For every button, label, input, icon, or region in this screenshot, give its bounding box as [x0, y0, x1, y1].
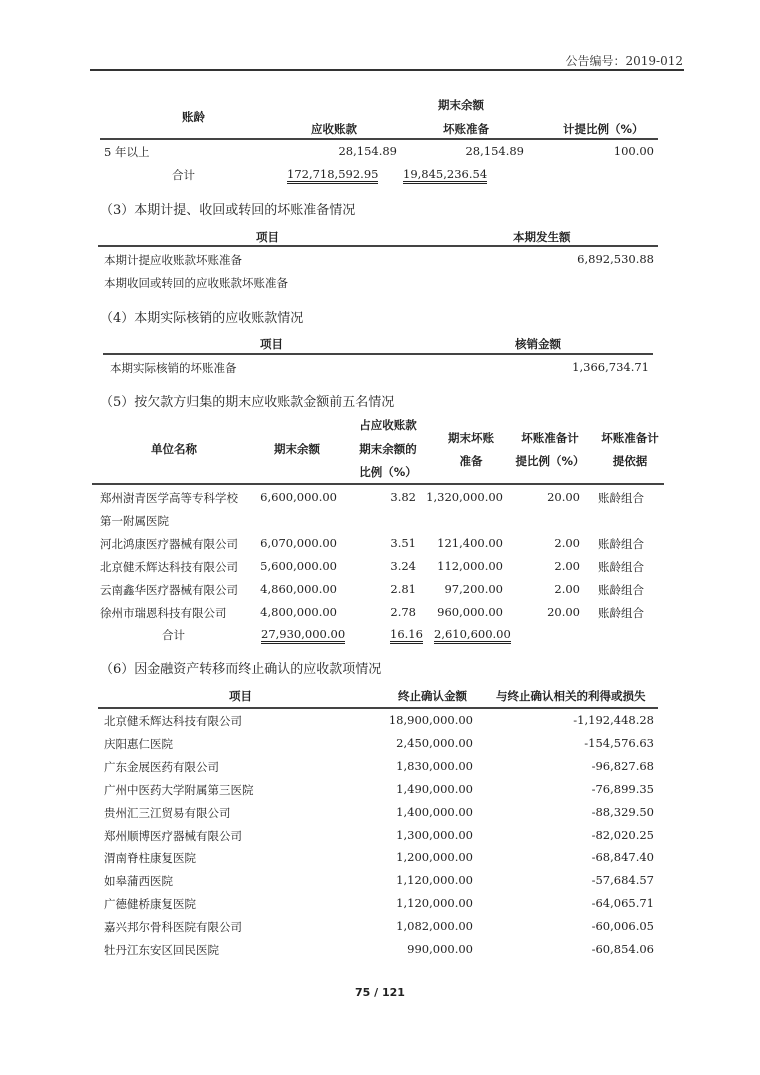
row-entity-name: 河北鸿康医疗器械有限公司 — [100, 537, 238, 551]
row-amount: 1,300,000.00 — [396, 827, 473, 842]
col-provision-line2: 准备 — [459, 454, 483, 468]
row-pct: 2.81 — [390, 582, 416, 596]
row-provision: 1,320,000.00 — [426, 490, 503, 504]
row-gain-loss: -64,065.71 — [591, 896, 654, 911]
col-basis-line1: 坏账准备计 — [601, 431, 659, 445]
row-gain-loss: -154,576.63 — [584, 735, 654, 750]
section-6-title: （6）因金融资产转移而终止确认的应收款项情况 — [100, 662, 382, 677]
row-balance: 4,800,000.00 — [260, 605, 337, 619]
row-provision: 97,200.00 — [444, 582, 503, 596]
row-aging: 5 年以上 — [104, 145, 150, 159]
row-provision: 112,000.00 — [437, 559, 503, 573]
row-balance: 5,600,000.00 — [260, 559, 337, 573]
row-item: 广德健桥康复医院 — [104, 897, 196, 912]
section-3-title: （3）本期计提、收回或转回的坏账准备情况 — [100, 203, 356, 218]
row-pct: 3.24 — [390, 559, 416, 573]
total-balance: 27,930,000.00 — [261, 627, 345, 644]
row-amount: 1,200,000.00 — [396, 850, 473, 865]
col-writeoff-amount: 核销金额 — [515, 337, 561, 351]
row-pct: 2.78 — [390, 605, 416, 619]
row-item: 广东金展医药有限公司 — [104, 759, 219, 774]
total-pct: 16.16 — [390, 627, 423, 644]
col-item: 项目 — [229, 689, 252, 703]
col-entity-name: 单位名称 — [151, 442, 197, 456]
col-rate-line2: 提比例（%） — [515, 454, 585, 468]
row-amount: 1,120,000.00 — [396, 896, 473, 911]
page-number: 75 / 121 — [355, 986, 405, 999]
col-aging: 账龄 — [182, 110, 205, 124]
table-rule — [100, 138, 658, 140]
row-pct: 3.51 — [390, 536, 416, 550]
col-item: 项目 — [260, 337, 283, 351]
row-provision: 121,400.00 — [437, 536, 503, 550]
row-gain-loss: -96,827.68 — [591, 758, 654, 773]
col-pct-line3: 比例（%） — [359, 465, 417, 479]
col-provision-line1: 期末坏账 — [448, 431, 494, 445]
col-group-ending-balance: 期末余额 — [438, 98, 484, 112]
row-item: 庆阳惠仁医院 — [104, 736, 173, 751]
col-amount: 本期发生额 — [513, 230, 571, 244]
row-amount: 1,082,000.00 — [396, 919, 473, 934]
row-item: 本期实际核销的坏账准备 — [110, 361, 237, 375]
row-gain-loss: -60,006.05 — [591, 919, 654, 934]
row-amount: 1,120,000.00 — [396, 873, 473, 888]
row-gain-loss: -76,899.35 — [591, 781, 654, 796]
table-rule — [98, 707, 658, 709]
row-item: 广州中医药大学附属第三医院 — [104, 782, 254, 797]
row-basis: 账龄组合 — [598, 606, 644, 620]
row-gain-loss: -1,192,448.28 — [573, 713, 654, 727]
table-rule — [98, 245, 658, 247]
row-basis: 账龄组合 — [598, 491, 644, 505]
col-pct-line1: 占应收账款 — [359, 418, 417, 432]
row-rate: 2.00 — [554, 582, 580, 596]
col-rate-line1: 坏账准备计 — [521, 431, 579, 445]
header-divider — [90, 69, 684, 71]
row-amount: 1,830,000.00 — [396, 758, 473, 773]
row-item: 贵州汇三江贸易有限公司 — [104, 805, 231, 820]
total-label: 合计 — [172, 168, 195, 182]
row-item: 渭南脊柱康复医院 — [104, 851, 196, 866]
table-rule — [103, 353, 653, 355]
row-entity-name: 北京健禾辉达科技有限公司 — [100, 560, 238, 574]
col-derecognized-amount: 终止确认金额 — [398, 689, 467, 703]
row-item: 嘉兴邦尔骨科医院有限公司 — [104, 920, 242, 935]
row-rate: 2.00 — [554, 536, 580, 550]
row-balance: 6,600,000.00 — [260, 490, 337, 504]
row-pct: 3.82 — [390, 490, 416, 504]
row-item: 北京健禾辉达科技有限公司 — [104, 714, 242, 728]
row-gain-loss: -88,329.50 — [591, 804, 654, 819]
row-basis: 账龄组合 — [598, 583, 644, 597]
col-receivable: 应收账款 — [311, 122, 357, 136]
row-item: 本期计提应收账款坏账准备 — [104, 253, 242, 267]
row-entity-name: 郑州澍青医学高等专科学校 — [100, 491, 238, 505]
col-ratio: 计提比例（%） — [563, 122, 644, 136]
row-amount: 1,400,000.00 — [396, 804, 473, 819]
row-amount: 1,366,734.71 — [572, 360, 649, 374]
row-entity-name: 徐州市瑞恩科技有限公司 — [100, 606, 227, 620]
section-5-title: （5）按欠款方归集的期末应收账款金额前五名情况 — [100, 395, 395, 410]
col-item: 项目 — [256, 230, 279, 244]
row-provision: 960,000.00 — [437, 605, 503, 619]
row-basis: 账龄组合 — [598, 560, 644, 574]
row-basis: 账龄组合 — [598, 537, 644, 551]
col-pct-line2: 期末余额的 — [359, 442, 417, 456]
row-amount: 18,900,000.00 — [388, 713, 473, 727]
row-gain-loss: -68,847.40 — [591, 850, 654, 865]
row-item: 如皋蒲西医院 — [104, 874, 173, 889]
document-number: 公告编号：2019-012 — [565, 54, 683, 68]
table-rule — [92, 483, 664, 485]
row-gain-loss: -82,020.25 — [591, 827, 654, 842]
row-item: 郑州顺博医疗器械有限公司 — [104, 828, 242, 843]
col-ending-balance: 期末余额 — [274, 442, 320, 456]
row-balance: 4,860,000.00 — [260, 582, 337, 596]
total-provision: 2,610,600.00 — [434, 627, 511, 644]
row-amount: 1,490,000.00 — [396, 781, 473, 796]
row-receivable: 28,154.89 — [338, 144, 397, 158]
row-rate: 2.00 — [554, 559, 580, 573]
row-rate: 20.00 — [547, 490, 580, 504]
row-entity-name: 云南鑫华医疗器械有限公司 — [100, 583, 238, 597]
total-receivable: 172,718,592.95 — [287, 167, 378, 184]
row-amount: 2,450,000.00 — [396, 735, 473, 750]
row-item: 本期收回或转回的应收账款坏账准备 — [104, 276, 288, 290]
row-provision: 28,154.89 — [465, 144, 524, 158]
row-balance: 6,070,000.00 — [260, 536, 337, 550]
row-amount: 6,892,530.88 — [577, 252, 654, 266]
row-item: 牡丹江东安区回民医院 — [104, 943, 219, 957]
row-amount: 990,000.00 — [407, 942, 473, 956]
row-rate: 20.00 — [547, 605, 580, 619]
row-entity-name-cont: 第一附属医院 — [100, 514, 169, 528]
row-ratio: 100.00 — [613, 144, 654, 158]
total-provision: 19,845,236.54 — [403, 167, 487, 184]
col-basis-line2: 提依据 — [612, 454, 648, 468]
total-label: 合计 — [162, 628, 185, 642]
row-gain-loss: -60,854.06 — [591, 942, 654, 956]
section-4-title: （4）本期实际核销的应收账款情况 — [100, 311, 304, 326]
col-provision: 坏账准备 — [443, 122, 489, 136]
col-gain-loss: 与终止确认相关的利得或损失 — [496, 689, 646, 703]
row-gain-loss: -57,684.57 — [591, 873, 654, 888]
